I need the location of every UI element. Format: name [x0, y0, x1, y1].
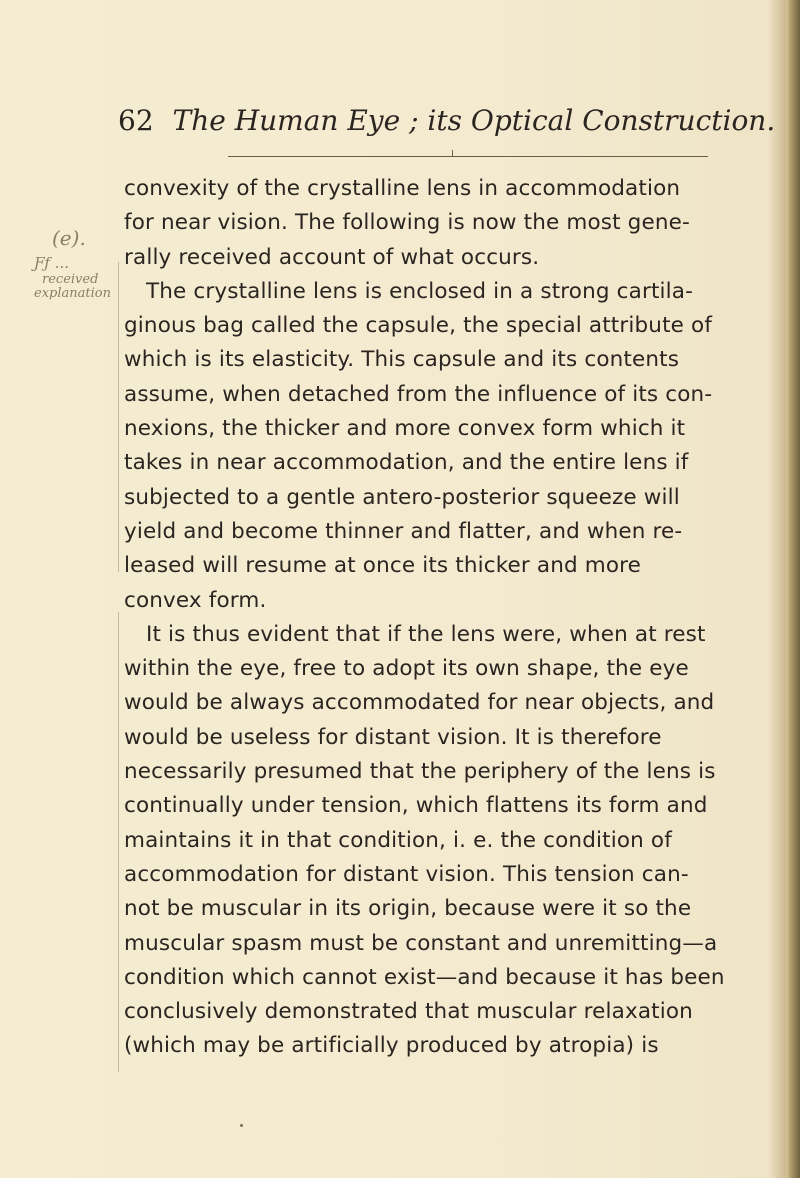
page-number: 62 — [118, 104, 154, 137]
text-line: leased will resume at once its thicker and more — [124, 553, 642, 579]
margin-pencil-line — [118, 612, 119, 1072]
text-line: nexions, the thicker and more convex form which it — [124, 416, 686, 442]
text-line: convex form. — [124, 587, 267, 613]
text-line: subjected to a gentle antero-posterior squeeze will — [124, 484, 680, 510]
body-text — [124, 172, 724, 1064]
paragraph-start-line: The crystalline lens is enclosed in a strong cartila- — [146, 278, 694, 304]
text-line: would be useless for distant vision. It is therefore — [124, 724, 662, 750]
text-line: continually under tension, which flattens its form and — [124, 793, 708, 819]
text-line: which is its elasticity. This capsule and its contents — [124, 347, 680, 373]
header-rule — [228, 156, 708, 157]
text-line: not be muscular in its origin, because were it so the — [124, 896, 692, 922]
text-line: yield and become thinner and flatter, and when re- — [124, 518, 683, 544]
text-line: rally received account of what occurs. — [124, 244, 540, 270]
margin-note: explanation — [34, 286, 111, 301]
margin-note: Ƒƒ ... — [34, 254, 70, 272]
text-line: ginous bag called the capsule, the special attribute of — [124, 313, 713, 339]
text-line: accommodation for distant vision. This tension can- — [124, 861, 689, 887]
text-line: muscular spasm must be constant and unremitting—a — [124, 930, 718, 956]
text-line: assume, when detached from the influence of its con- — [124, 381, 713, 407]
text-line: necessarily presumed that the periphery of the lens is — [124, 759, 716, 785]
text-line: within the eye, free to adopt its own shape, the eye — [124, 656, 689, 682]
margin-note: received — [42, 272, 99, 287]
text-line: maintains it in that condition, i. e. the condition of — [124, 827, 672, 853]
running-title: The Human Eye ; its Optical Construction. — [172, 104, 776, 137]
text-line: would be always accommodated for near objects, and — [124, 690, 715, 716]
text-line: takes in near accommodation, and the entire lens if — [124, 450, 689, 476]
text-line: (which may be artificially produced by atropia) is — [124, 1033, 659, 1059]
running-header — [118, 104, 776, 137]
paragraph-start-line: It is thus evident that if the lens were, when at rest — [146, 621, 706, 647]
margin-note: (e). — [52, 226, 86, 250]
page-edge-shadow — [786, 0, 800, 1178]
text-line: condition which cannot exist—and because it has been — [124, 964, 725, 990]
text-line: convexity of the crystalline lens in accommodation — [124, 176, 681, 201]
text-line: conclusively demonstrated that muscular relaxation — [124, 999, 693, 1025]
text-line: for near vision. The following is now the most gene- — [124, 210, 690, 236]
margin-pencil-line — [118, 262, 119, 572]
header-rule-tick — [452, 150, 453, 157]
ink-dot — [240, 1124, 243, 1127]
